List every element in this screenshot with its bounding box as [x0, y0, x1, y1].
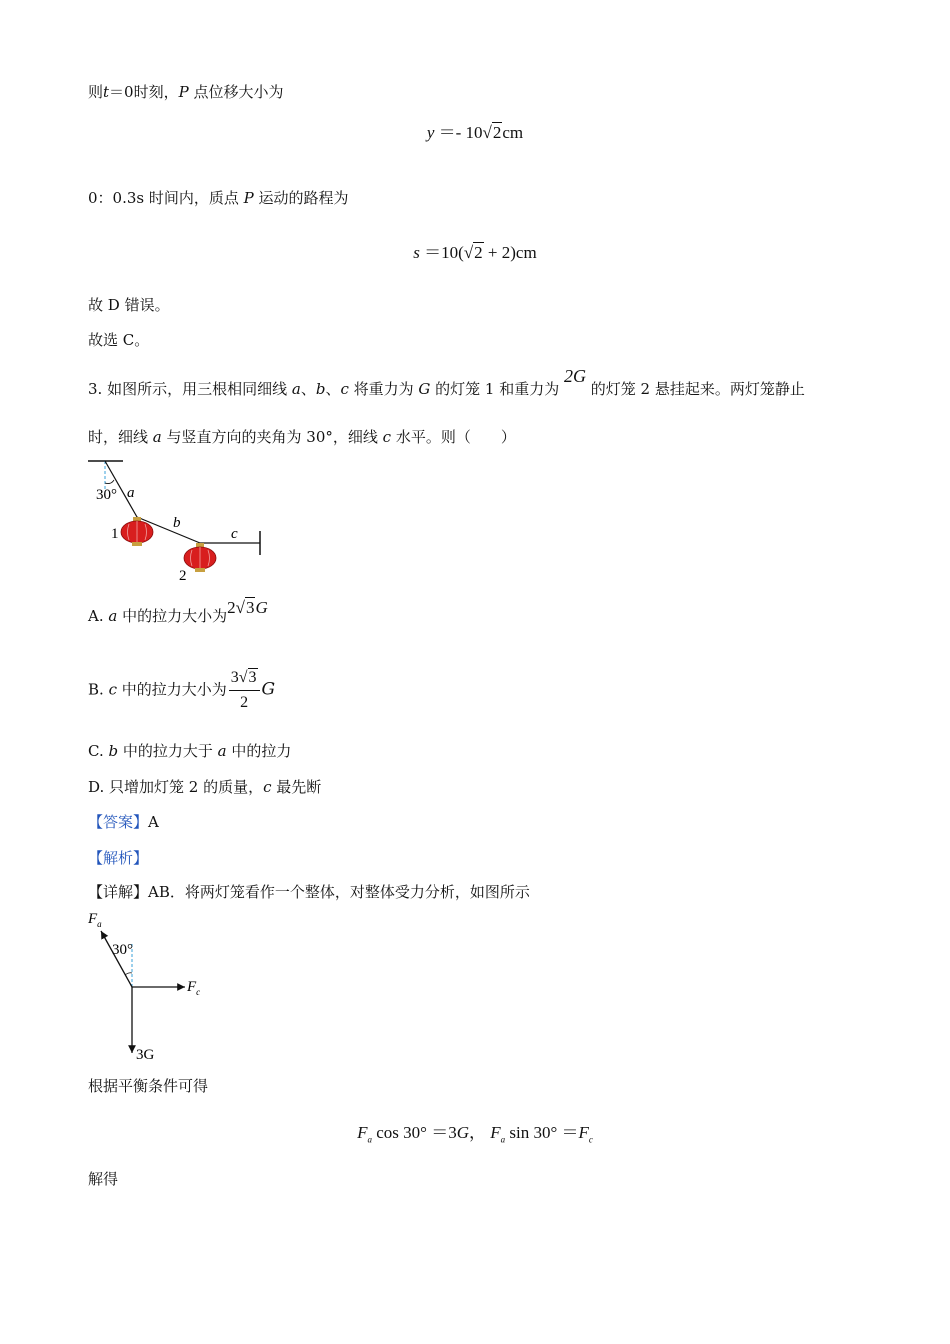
- equation-path-length: s ＝10(√2 + 2)cm: [413, 243, 537, 262]
- equation-displacement: y ＝- 10√2cm: [426, 123, 524, 142]
- text-line-displacement: 则t＝0时刻，P 点位移大小为: [88, 83, 284, 101]
- text-line-d-wrong: 故 D 错误。: [88, 296, 170, 314]
- lantern-1-number: 1: [111, 526, 119, 542]
- angle-label: 30°: [112, 942, 133, 958]
- force-fa-arrow: [101, 931, 132, 987]
- equation-equilibrium: $F_a$ cos 30° ＝3G， $F_a$ $\sin 30^\circ =F_c$: [357, 1123, 593, 1145]
- text-line-choose-c: 故选 C。: [88, 331, 150, 349]
- text-line-time-interval: 0：0.3s 时间内，质点 P 运动的路程为: [88, 189, 349, 207]
- lantern-2: [184, 543, 216, 572]
- option-b: B. c 中的拉力大小为 $\frac{3√3}{2}$ G: [88, 666, 275, 715]
- question-3-line-1: 3. 如图所示，用三根相同细线 a、b、c 将重力为 G 的灯笼 1 和重力为 2G 的灯笼 2 悬挂起来。两灯笼静止: [88, 366, 805, 398]
- analysis-line: [88, 848, 148, 868]
- fc-label: $F_c$: [187, 979, 201, 997]
- option-a: A. a 中的拉力大小为2√3G: [88, 598, 268, 625]
- analysis-label: 【解析】: [88, 849, 149, 867]
- label-c: c: [231, 526, 238, 542]
- detail-label: 【详解】: [88, 883, 149, 901]
- option-d: D. 只增加灯笼 2 的质量，c 最先断: [88, 778, 322, 796]
- detail-line: 【详解】AB．将两灯笼看作一个整体，对整体受力分析，如图所示: [88, 883, 530, 901]
- label-b: b: [173, 515, 181, 531]
- answer-label: 【答案】: [88, 813, 149, 831]
- answer-line: 【答案】A: [88, 813, 159, 831]
- option-c: C. b 中的拉力大于 a 中的拉力: [88, 742, 292, 760]
- text-line-equilibrium: 根据平衡条件可得: [88, 1077, 209, 1095]
- angle-label: 30°: [96, 487, 117, 503]
- force-diagram: [85, 905, 215, 1065]
- question-3-line-2: 时，细线 a 与竖直方向的夹角为 30°，细线 c 水平。则（ ）: [88, 428, 516, 446]
- weight-label: 3G: [136, 1047, 155, 1063]
- lantern-2-number: 2: [179, 568, 187, 584]
- text-line-solve: 解得: [88, 1170, 119, 1188]
- fa-label: $F_a$: [88, 911, 102, 929]
- lantern-figure: [85, 455, 270, 585]
- label-a: a: [127, 485, 135, 501]
